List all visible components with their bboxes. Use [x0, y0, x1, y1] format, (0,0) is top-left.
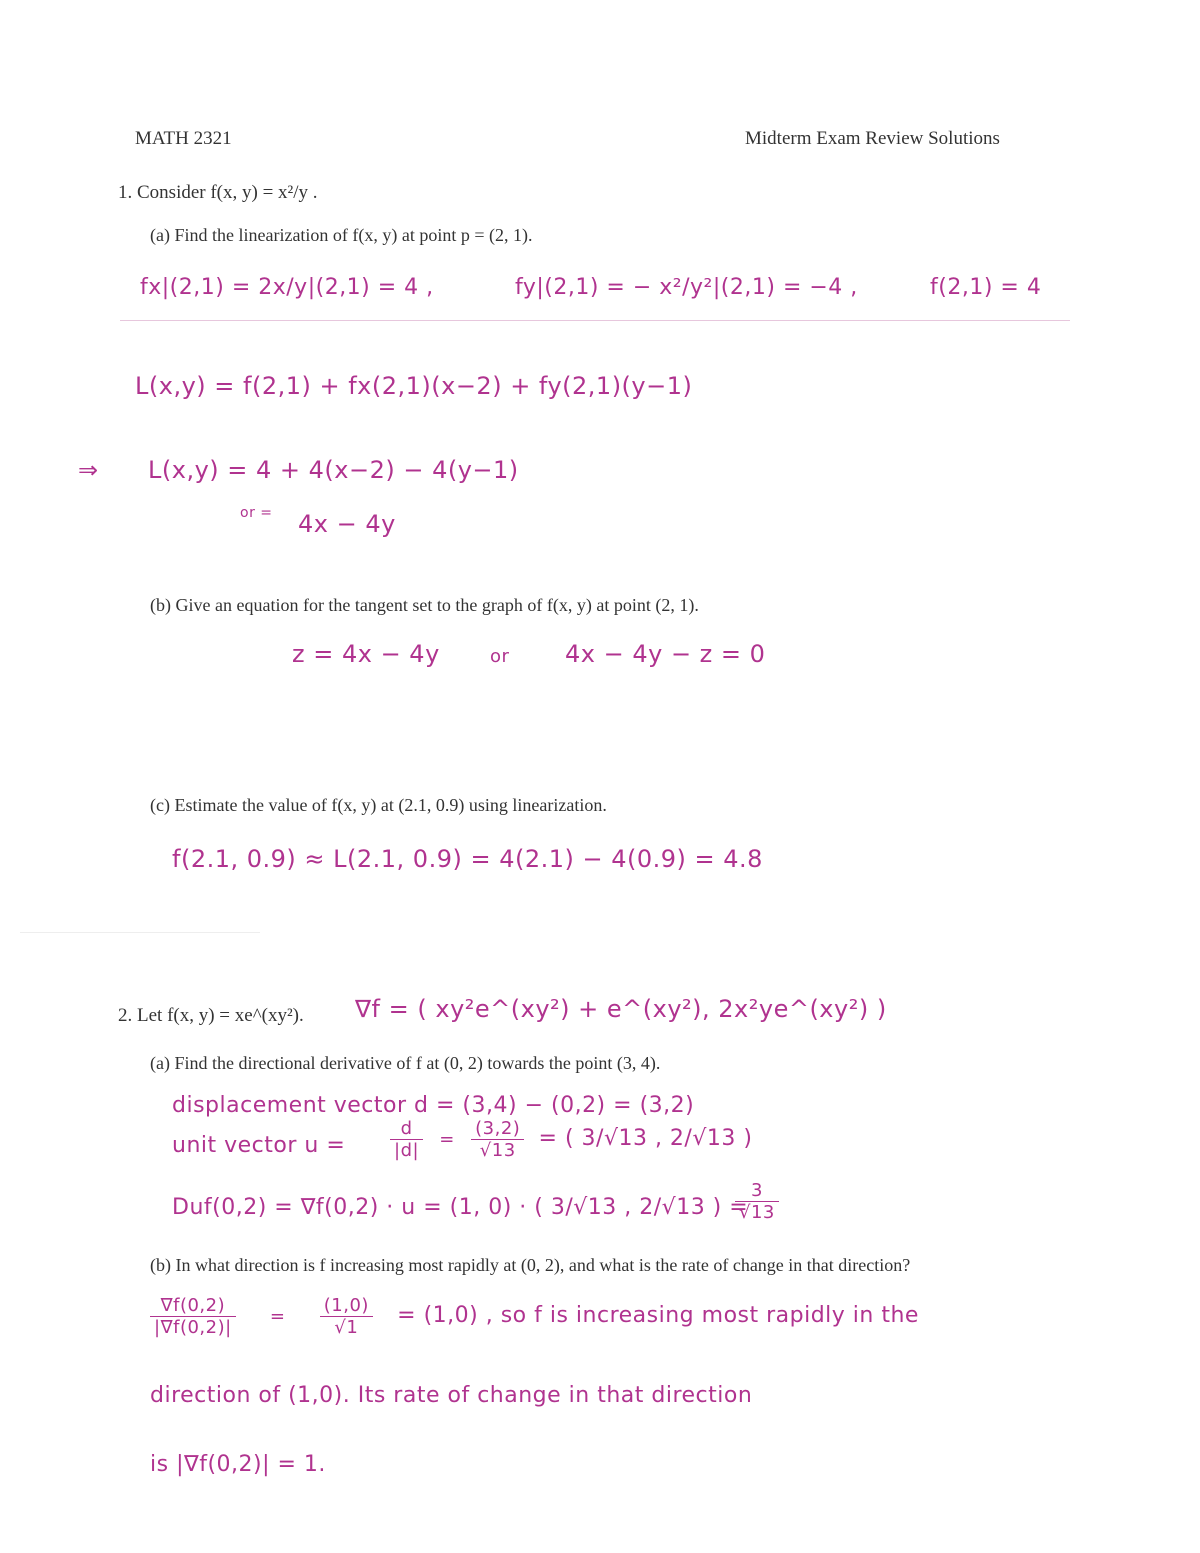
grad-num: ∇f(0,2) — [150, 1295, 236, 1317]
gradient-formula: ∇f = ( xy²e^(xy²) + e^(xy²), 2x²ye^(xy²) ) — [355, 995, 887, 1023]
section-underline — [120, 320, 1070, 321]
directional-derivative-result — [735, 1180, 779, 1223]
f-value-at-point: f(2,1) = 4 — [930, 275, 1042, 300]
du-den: √13 — [739, 1202, 775, 1223]
max-direction-line1: = (1,0) , so f is increasing most rapidly in the — [397, 1302, 919, 1328]
unit-frac-num: d — [390, 1118, 423, 1140]
max-direction-fractions — [150, 1295, 919, 1338]
problem-1a-prompt: (a) Find the linearization of f(x, y) at point p = (2, 1). — [150, 225, 533, 245]
unit-eq: = — [439, 1128, 455, 1150]
directional-derivative: Duf(0,2) = ∇f(0,2) · u = (1, 0) · ( 3/√13 , 2/√13 ) = — [172, 1195, 749, 1220]
problem-1b-prompt: (b) Give an equation for the tangent set to the graph of f(x, y) at point (2, 1). — [150, 595, 699, 615]
partial-fx: fx|(2,1) = 2x/y|(2,1) = 4 , — [140, 275, 434, 300]
max-direction-line3: is |∇f(0,2)| = 1. — [150, 1452, 326, 1477]
problem-2a-prompt: (a) Find the directional derivative of f at (0, 2) towards the point (3, 4). — [150, 1053, 661, 1073]
estimate-answer: f(2.1, 0.9) ≈ L(2.1, 0.9) = 4(2.1) − 4(0.9) = 4.8 — [172, 845, 763, 873]
implies-arrow: ⇒ — [78, 456, 99, 484]
document-title: Midterm Exam Review Solutions — [745, 128, 1000, 149]
max-direction-line2: direction of (1,0). Its rate of change in that direction — [150, 1383, 753, 1408]
vec-num: (1,0) — [320, 1295, 373, 1317]
problem-1c-prompt: (c) Estimate the value of f(x, y) at (2.1, 0.9) using linearization. — [150, 795, 607, 815]
du-num: 3 — [735, 1180, 779, 1202]
unit-vector-label: unit vector u = — [172, 1133, 346, 1158]
problem-2b-prompt: (b) In what direction is f increasing most rapidly at (0, 2), and what is the rate of change in that direction? — [150, 1255, 911, 1275]
unit-frac2-num: (3,2) — [471, 1118, 524, 1140]
grad-eq: = — [269, 1305, 286, 1327]
tangent-plane-eq2: 4x − 4y − z = 0 — [565, 640, 766, 668]
linearization-substituted: L(x,y) = 4 + 4(x−2) − 4(y−1) — [148, 456, 519, 484]
or-equals-label: or = — [240, 505, 273, 521]
grad-den: |∇f(0,2)| — [154, 1317, 232, 1338]
problem-1-statement: 1. Consider f(x, y) = x²/y . — [118, 182, 318, 203]
vec-den: √1 — [334, 1317, 359, 1338]
displacement-vector: displacement vector d = (3,4) − (0,2) = (3,2) — [172, 1093, 695, 1118]
unit-frac-den: |d| — [394, 1140, 420, 1161]
unit-vector-fraction — [390, 1118, 752, 1161]
divider — [20, 932, 260, 933]
tangent-plane-eq1: z = 4x − 4y — [292, 640, 440, 668]
problem-2-statement: 2. Let f(x, y) = xe^(xy²). — [118, 1005, 304, 1026]
course-code: MATH 2321 — [135, 128, 232, 149]
unit-vector-result: = ( 3/√13 , 2/√13 ) — [538, 1125, 753, 1151]
linearization-general: L(x,y) = f(2,1) + fx(2,1)(x−2) + fy(2,1)(y−1) — [135, 372, 693, 400]
unit-frac2-den: √13 — [479, 1140, 516, 1161]
or-label: or — [490, 646, 510, 667]
partial-fy: fy|(2,1) = − x²/y²|(2,1) = −4 , — [515, 275, 858, 300]
linearization-simplified: 4x − 4y — [298, 510, 396, 538]
